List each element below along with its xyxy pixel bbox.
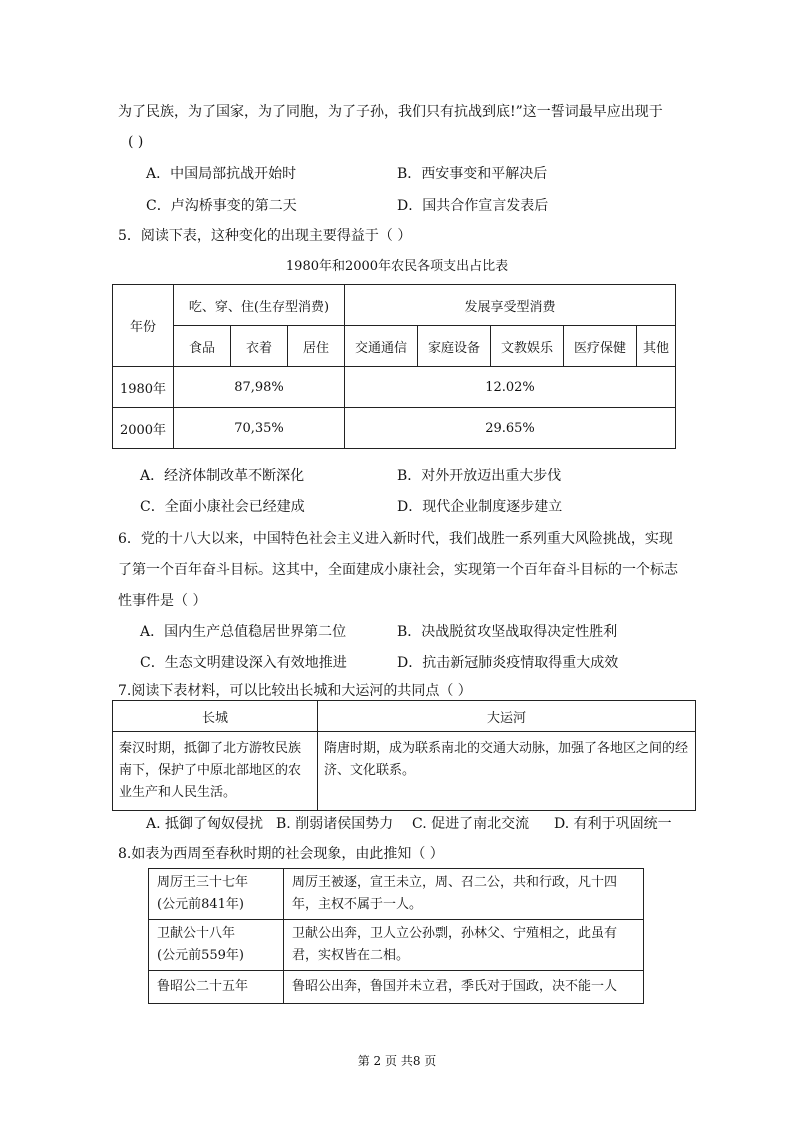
time-line: 鲁昭公二十五年 [157, 979, 249, 994]
table-header-development: 发展享受型消费 [345, 285, 676, 326]
table-header-grand-canal: 大运河 [318, 701, 696, 732]
q6-line2: 了第一个百年奋斗目标。这其中，全面建成小康社会，实现第一个百年奋斗目标的一个标志 [118, 562, 678, 578]
q7-option-a[interactable]: A. 抵御了匈奴侵扰 [146, 816, 264, 832]
q5-stem: 5．阅读下表，这种变化的出现主要得益于（ ） [118, 228, 412, 244]
table-cell-grand-canal: 隋唐时期，成为联系南北的交通大动脉，加强了各地区之间的经济、文化联系。 [318, 732, 696, 811]
table-subheader: 医疗保健 [564, 326, 637, 367]
q4-option-b[interactable]: B．西安事变和平解决后 [397, 166, 548, 182]
event-line: 君，实权皆在二相。 [292, 948, 410, 963]
q4-option-c[interactable]: C．卢沟桥事变的第二天 [146, 198, 297, 214]
q6-line1: 6．党的十八大以来，中国特色社会主义进入新时代，我们战胜一系列重大风险挑战，实现 [118, 531, 673, 547]
q5-option-b[interactable]: B．对外开放迈出重大步伐 [397, 468, 562, 484]
table-cell-development: 29.65% [345, 408, 676, 449]
table-subheader: 其他 [637, 326, 676, 367]
event-line: 周厉王被逐，宣王未立，周、召二公，共和行政，凡十四 [292, 875, 618, 890]
table-cell-event [284, 869, 644, 920]
q5-option-d[interactable]: D．现代企业制度逐步建立 [397, 499, 563, 515]
table-subheader: 食品 [174, 326, 231, 367]
q5-option-c[interactable]: C．全面小康社会已经建成 [140, 499, 305, 515]
q5-table-title: 1980年和2000年农民各项支出占比表 [285, 259, 509, 274]
event-line: 年，主权不属于一人。 [292, 897, 423, 912]
q5-expenditure-table [112, 284, 676, 449]
table-subheader: 家庭设备 [418, 326, 491, 367]
table-row-year: 1980年 [113, 367, 174, 408]
q8-stem: 8.如表为西周至春秋时期的社会现象，由此推知（ ） [118, 846, 444, 862]
q4-line1: 为了民族，为了国家，为了同胞，为了子孙，我们只有抗战到底!”这一誓词最早应出现于 [118, 104, 663, 120]
time-line: 卫献公十八年 [157, 926, 236, 941]
event-line: 卫献公出奔，卫人立公孙剽，孙林父、宁殖相之，此虽有 [292, 926, 618, 941]
table-cell-time [149, 920, 284, 971]
q8-social-phenomena-table [148, 868, 644, 1004]
time-line: 周厉王三十七年 [157, 875, 249, 890]
table-cell-event [284, 971, 644, 1004]
table-cell-survival: 70,35% [174, 408, 345, 449]
q7-comparison-table [112, 700, 696, 811]
table-row-year: 2000年 [113, 408, 174, 449]
time-line: (公元前559年) [157, 948, 244, 963]
table-subheader: 文教娱乐 [491, 326, 564, 367]
q7-option-d[interactable]: D. 有利于巩固统一 [554, 816, 672, 832]
q6-line3: 性事件是（ ） [118, 593, 207, 609]
table-header-great-wall: 长城 [113, 701, 318, 732]
page-footer: 第 2 页 共8 页 [357, 1054, 437, 1068]
q6-option-a[interactable]: A．国内生产总值稳居世界第二位 [140, 624, 347, 640]
table-subheader: 居住 [288, 326, 345, 367]
event-line: 鲁昭公出奔，鲁国并未立君，季氏对于国政，决不能一人 [292, 979, 618, 994]
table-header-year: 年份 [113, 285, 174, 367]
table-subheader: 衣着 [231, 326, 288, 367]
q4-option-d[interactable]: D．国共合作宣言发表后 [397, 198, 549, 214]
q6-option-b[interactable]: B．决战脱贫攻坚战取得决定性胜利 [397, 624, 618, 640]
time-line: (公元前841年) [157, 897, 244, 912]
table-cell-survival: 87,98% [174, 367, 345, 408]
table-header-survival: 吃、穿、住(生存型消费) [174, 285, 345, 326]
table-cell-time [149, 869, 284, 920]
q7-stem: 7.阅读下表材料，可以比较出长城和大运河的共同点（ ） [118, 683, 472, 699]
table-cell-time [149, 971, 284, 1004]
table-cell-great-wall: 秦汉时期，抵御了北方游牧民族南下，保护了中原北部地区的农业生产和人民生活。 [113, 732, 318, 811]
table-cell-development: 12.02% [345, 367, 676, 408]
q6-option-d[interactable]: D．抗击新冠肺炎疫情取得重大成效 [397, 655, 619, 671]
q4-option-a[interactable]: A．中国局部抗战开始时 [146, 166, 297, 182]
table-subheader: 交通通信 [345, 326, 418, 367]
table-cell-event [284, 920, 644, 971]
q5-option-a[interactable]: A．经济体制改革不断深化 [140, 468, 305, 484]
q7-option-b[interactable]: B. 削弱诸侯国势力 [276, 816, 394, 832]
q4-paren: ( ) [128, 134, 144, 150]
q6-option-c[interactable]: C．生态文明建设深入有效地推进 [140, 655, 347, 671]
q7-option-c[interactable]: C. 促进了南北交流 [412, 816, 530, 832]
